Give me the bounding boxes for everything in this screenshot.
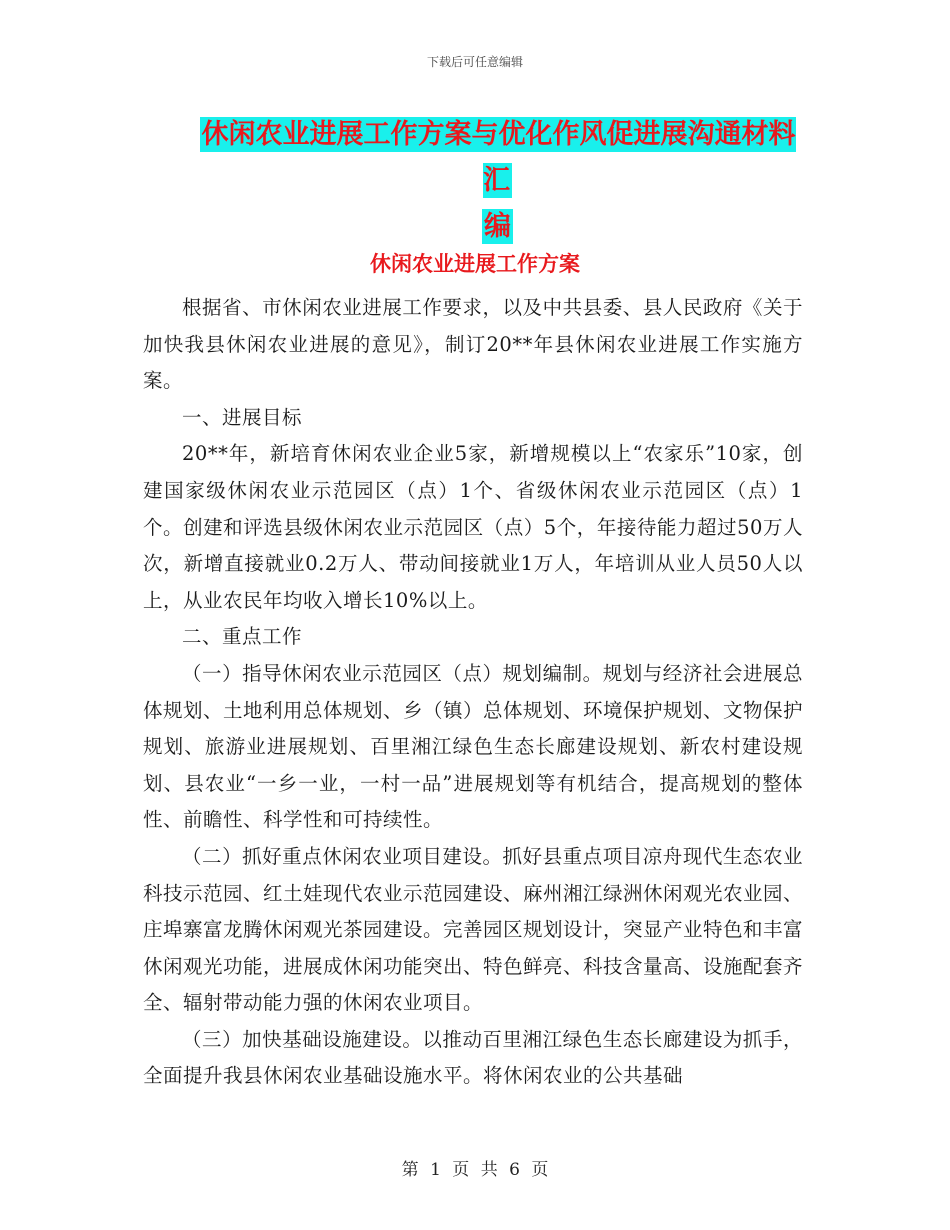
paragraph: （一）指导休闲农业示范园区（点）规划编制。规划与经济社会进展总体规划、土地利用总体规划、乡（镇）总体规划、环境保护规划、文物保护规划、旅游业进展规划、百里湘江绿色生态长廊建设规划、新农村建设规划、县农业“一乡一业，一村一品”进展规划等有机结合，提高规划的整体性、前瞻性、科学性和可持续性。 [143,661,804,832]
header-note: 下载后可任意编辑 [426,55,523,69]
title-line-1: 休闲农业进展工作方案与优化作风促进展沟通材料汇 [201,119,796,196]
section-heading: 一、进展目标 [182,405,303,429]
paragraph: 20**年，新培育休闲农业企业5家，新增规模以上“农家乐”10家，创建国家级休闲农业示范园区（点）1个、省级休闲农业示范园区（点）1个。创建和评选县级休闲农业示范园区（点）5个，年接待能力超过50万人次，新增直接就业0.2万人、带动间接就业1万人，年培训从业人员50人以上，从业农民年均收入增长10%以上。 [143,442,803,612]
section-title: 休闲农业进展工作方案 [370,252,580,276]
document-body [143,290,803,1095]
paragraph: （三）加快基础设施建设。以推动百里湘江绿色生态长廊建设为抓手，全面提升我县休闲农业基础设施水平。将休闲农业的公共基础 [143,1027,803,1088]
paragraph: （二）抓好重点休闲农业项目建设。抓好县重点项目凉舟现代生态农业科技示范园、红土娃现代农业示范园建设、麻州湘江绿洲休闲观光农业园、庄埠寨富龙腾休闲观光茶园建设。完善园区规划设计，突显产业特色和丰富休闲观光功能，进展成休闲功能突出、特色鲜亮、科技含量高、设施配套齐全、辐射带动能力强的休闲农业项目。 [143,844,804,1015]
document-title [190,112,805,250]
page-number: 第 1 页 共 6 页 [401,1160,549,1180]
title-line-2: 编 [484,211,511,242]
paragraph: 根据省、市休闲农业进展工作要求，以及中共县委、县人民政府《关于加快我县休闲农业进展的意见》，制订20**年县休闲农业进展工作实施方案。 [143,296,803,393]
section-heading: 二、重点工作 [182,625,303,649]
